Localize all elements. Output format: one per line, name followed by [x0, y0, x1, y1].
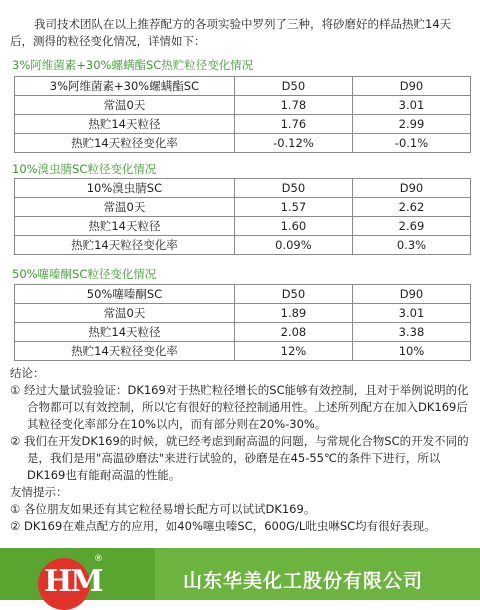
registered-mark: ®	[94, 554, 103, 564]
conclusion-item: ② 我们在开发DK169的时候，就已经考虑到耐高温的问题，与常规化合物SC的开发不同的是，我们是用"高温砂磨法"来进行试验的，砂磨是在45-55℃的条件下进行，所以DK169也有能耐高温的性能。	[10, 434, 469, 482]
d50-value: 12%	[234, 342, 352, 361]
d50-value: 1.76	[234, 115, 352, 134]
d90-value: 2.99	[352, 115, 470, 134]
table-buprofezin	[14, 284, 471, 361]
d90-value: 2.62	[352, 198, 470, 217]
conclusion-block	[10, 365, 474, 535]
table-row	[15, 198, 471, 217]
d90-value: 0.3%	[352, 236, 470, 255]
header-cell-d50: D50	[234, 285, 352, 304]
header-cell-d50: D50	[234, 77, 352, 96]
row-label: 热贮14天粒径变化率	[15, 342, 235, 361]
table-header-row	[15, 77, 471, 96]
header-cell-d90: D90	[352, 179, 470, 198]
row-label: 热贮14天粒径	[15, 217, 235, 236]
d50-value: 1.78	[234, 96, 352, 115]
row-label: 常温0天	[15, 96, 235, 115]
row-label: 常温0天	[15, 304, 235, 323]
d50-value: 1.57	[234, 198, 352, 217]
tip-item: ② DK169在难点配方的应用，如40%噻虫嗪SC，600G/L吡虫啉SC均有很好表现。	[10, 519, 436, 533]
section-title-chlorfenapyr: 10%溴虫腈SC粒径变化情况	[12, 162, 157, 176]
header-cell-product: 3%阿维菌素+30%螺螨酯SC	[15, 77, 235, 96]
d50-value: 1.60	[234, 217, 352, 236]
logo-area	[0, 548, 155, 600]
section-title-buprofezin: 50%噻嗪酮SC粒径变化情况	[12, 267, 157, 281]
footer-banner	[0, 548, 480, 600]
company-name: 山东华美化工股份有限公司	[183, 570, 424, 592]
tips-heading: 友情提示：	[10, 485, 68, 499]
conclusion-item: ① 经过大量试验验证：DK169对于热贮粒径增长的SC能够有效控制，且对于举例说明的化合物都可以有效控制，所以它有很好的粒径控制通用性。上述所列配方在加入DK169后其粒径变化率部分在10%以内，而有部分则在20%-30%。	[10, 383, 469, 431]
row-label: 热贮14天粒径	[15, 323, 235, 342]
row-label: 热贮14天粒径变化率	[15, 134, 235, 153]
d90-value: 3.01	[352, 304, 470, 323]
d90-value: 3.01	[352, 96, 470, 115]
d90-value: -0.1%	[352, 134, 470, 153]
table-row	[15, 304, 471, 323]
logo-lettermark: HM	[44, 564, 102, 599]
conclusion-heading: 结论：	[10, 366, 45, 380]
row-label: 热贮14天粒径	[15, 115, 235, 134]
d90-value: 10%	[352, 342, 470, 361]
row-label: 热贮14天粒径变化率	[15, 236, 235, 255]
d50-value: 2.08	[234, 323, 352, 342]
company-logo	[38, 558, 102, 610]
d50-value: -0.12%	[234, 134, 352, 153]
table-row	[15, 115, 471, 134]
table-abamectin-spirodiclofen	[14, 76, 471, 153]
table-header-row	[15, 179, 471, 198]
tip-item: ① 各位朋友如果还有其它粒径易增长配方可以试试DK169。	[10, 502, 316, 516]
table-header-row	[15, 285, 471, 304]
header-cell-d50: D50	[234, 179, 352, 198]
d50-value: 1.89	[234, 304, 352, 323]
section-title-abamectin: 3%阿维菌素+30%螺螨酯SC热贮粒径变化情况	[12, 58, 254, 72]
table-chlorfenapyr	[14, 178, 471, 255]
table-row	[15, 134, 471, 153]
header-cell-product: 50%噻嗪酮SC	[15, 285, 235, 304]
table-row	[15, 96, 471, 115]
table-row	[15, 217, 471, 236]
row-label: 常温0天	[15, 198, 235, 217]
d50-value: 0.09%	[234, 236, 352, 255]
table-row	[15, 323, 471, 342]
table-row	[15, 236, 471, 255]
table-row	[15, 342, 471, 361]
d90-value: 3.38	[352, 323, 470, 342]
intro-paragraph: 我司技术团队在以上推荐配方的各项实验中罗列了三种，将砂磨好的样品热贮14天后，测得的粒径变化情况，详情如下：	[10, 17, 452, 48]
header-cell-d90: D90	[352, 285, 470, 304]
header-cell-product: 10%溴虫腈SC	[15, 179, 235, 198]
header-cell-d90: D90	[352, 77, 470, 96]
d90-value: 2.69	[352, 217, 470, 236]
